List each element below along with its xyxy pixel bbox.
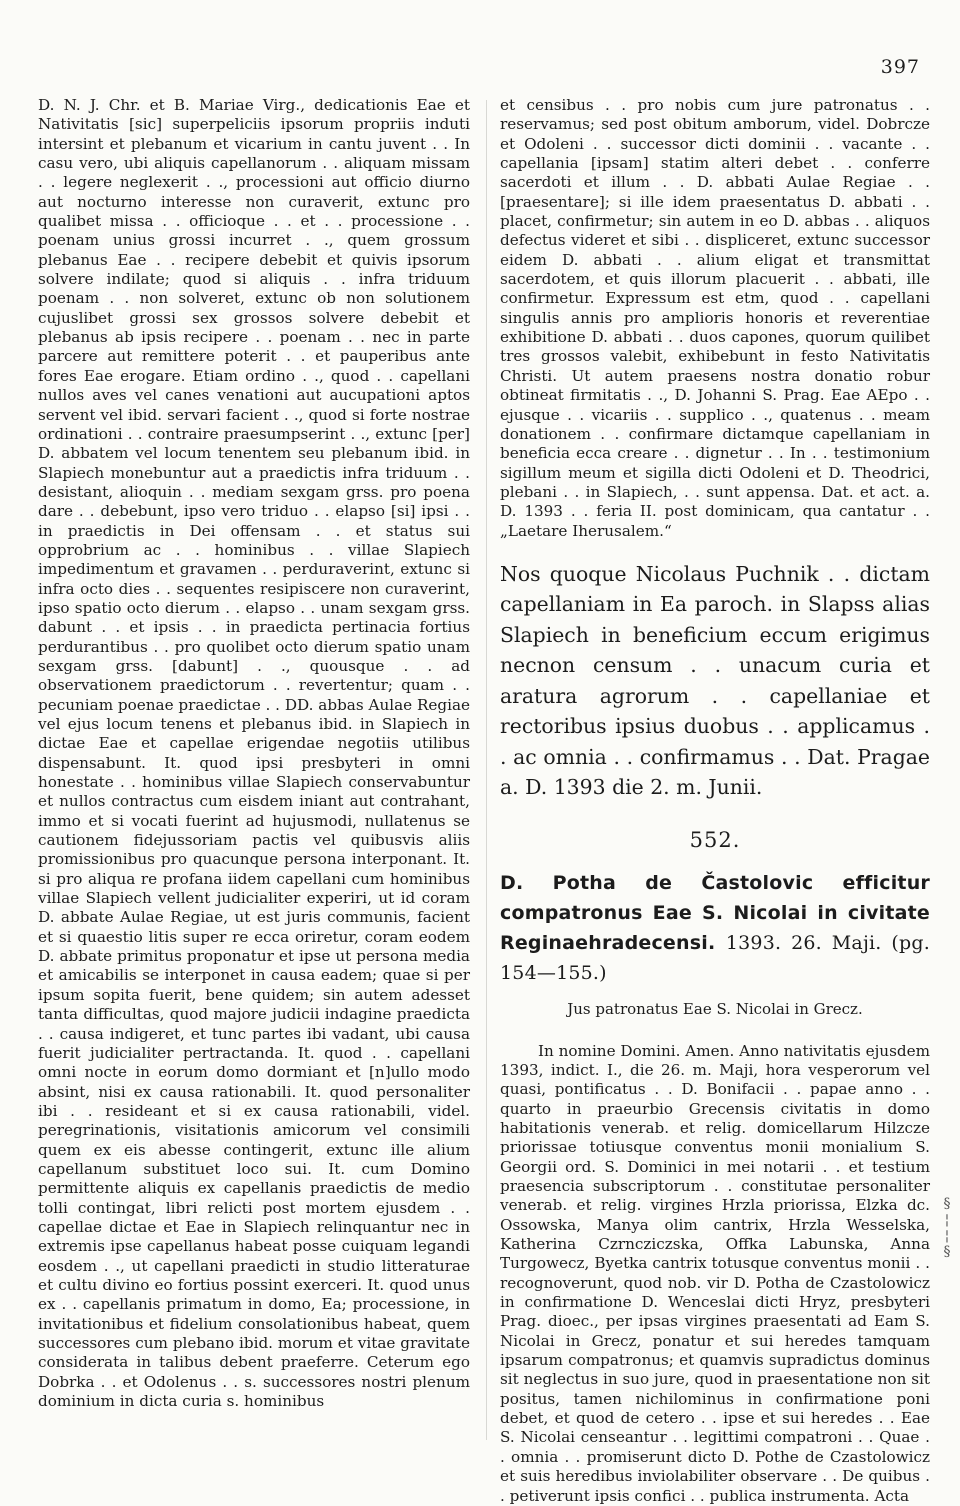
document-heading-date: 1393. 26. Maji. (pg. 154—155.) [500,932,930,985]
document-heading-title: D. Potha de Častolovic efficitur compatronus Eae S. Nicolai in civitate Reginaehradecensi. [500,872,930,955]
left-column [38,96,470,1456]
left-column-text: D. N. J. Chr. et B. Mariae Virg., dedicationis Eae et Nativitatis [sic] superpeliciis ipsorum propriis induti intersint et plebanum et vicarium in cantu juvent . . In casu vero, ubi aliquis capellanorum . . aliquam missam . . legere neglexerit . ., processioni aut officio diurno aut nocturno interesse non curaverit, extunc pro qualibet missa . . officioque . . et . . processione . . poenam unius grossi incurret . ., quem grossum plebanus Eae . . recipere debebit et quivis ipsorum solvere indilate; quod si aliquis . . infra triduum poenam . . non solveret, extunc ob non solutionem cujuslibet grossi sex grossos solvere debebit et plebanus ab ipsis recipere . . poenam . . nec in parte parcere aut remittere poterit . . et pauperibus ante fores Eae erogare. Etiam ordino . ., quod . . capellani nullos aves vel canes venationi aut aucupationi aptos servent vel ibid. servari facient . ., quod si forte nostrae ordinationi . . contraire praesumpserint . ., extunc [per] D. abbatem vel locum tenentem seu plebanum ibid. in Slapiech monebuntur aut a praedictis infra triduum . . desistant, alioquin . . mediam sexgam grss. pro poena dare . . debebunt, ipso vero triduo . . elapso [si] ipsi . . in praedictis in Dei offensam . . et status sui opprobrium ac . . hominibus . . villae Slapiech impedimentum et gravamen . . perduraverint, extunc si infra octo dies . . sequentes resipiscere non curaverint, ipso spatio octo dierum . . elapso . . unam sexgam grss. dabunt . . et ipsis . . in praedicta pertinacia fortius perdurantibus . . pro quolibet octo dierum spatio unam sexgam grss. [dabunt] . ., quousque . . ad observationem praedictorum . . revertentur; quam . . pecuniam poenae praedictae . . DD. abbas Aulae Regiae vel ejus locum tenens et plebanus ibid. in Slapiech in dictae Eae et capellae erigendae negotiis utilibus dispensabunt. It. quod ipsi presbyteri in omni honestate . . hominibus villae Slapiech conservabuntur et nullos contractus cum eisdem iniant aut contrahant, immo et si vocati fuerint ad hujusmodi, nullatenus se cautionem fidejussoriam pactis vel quibusvis aliis promissionibus pro quacunque persona interponant. It. si pro aliqua re profana iidem capellani cum hominibus villae Slapiech vellent judicialiter experiri, ut id coram D. abbate Aulae Regiae, ut est juris communis, facient et si quaestio litis super re ecca oriretur, coram eodem D. abbate primitus proponatur et ipse ut persona media et amicabilis se interponet in causa eadem; quae si per ipsum sopita fuerit, bene quidem; sin autem adesset tanta difficultas, quod majore judicii indagine praedicta . . causa indigeret, et tunc partes ibi vadant, ubi causa fuerit judicialiter pertractanda. It. quod . . capellani omni nocte in eorum domo dormiant et [n]ullo modo absint, nisi ex causa rationabili. It. quod personaliter ibi . . resideant et si ex causa rationabili, videl. peregrinationis, visitationis amicorum vel consimili quem ex eis abesse contingerit, extunc ille alium capellanum substituet loco sui. It. cum Domino permittente aliquis ex capellanis praedictis de medio tolli contingat, libri relicti post mortem ejusdem . . capellae dictae et Eae in Slapiech relinquantur nec in extremis ipse capellanus habeat posse cuiquam legandi eosdem . ., ut capellani praedicti in studio litteraturae et cultu divino eo fortius possint exerceri. It. quod unus ex . . capellanis primatum in domo, Ea; processione, in invitationibus et fidelium consolationibus habeat, quem successores cum plebano ibid. morum et vitae gravitate considerata in talibus debent praeferre. Ceterum ego Dobrka . . et Odolenus . . s. successores nostri plenum dominium in dicta curia s. hominibus [38,96,470,1411]
document-number: 552. [689,827,741,852]
margin-stamp-mark: § ¦ ¦ § [943,1196,951,1260]
document-body-text: In nomine Domini. Amen. Anno nativitatis ejusdem 1393, indict. I., die 26. m. Maji, hora vesperorum vel quasi, pontificatus . . D. Bonifacii . . papae anno . . quarto in praeurbio Grecensis civitatis in domo habitationis venerab. et relig. domicellarum Hilzcze priorissae totiusque conventus monii monialium S. Georgii ord. S. Dominici in mei notarii . . et testium praesencia subscriptorum . . constitutae personaliter venerab. et relig. virgines Hrzla priorissa, Elzka dc. Ossowska, Manya olim cantrix, Hrzla Wesselska, Katherina Czrncziczska, Offka Labunska, Anna Turgowecz, Byetka cantrix totusque conventus monii . . recognoverunt, quod nob. vir D. Potha de Czastolowicz in confirmatione D. Wenceslai dicti Hryz, presbyteri Prag. dioec., per ipsas virgines praesentati ad Eam S. Nicolai in Grecz, ponatur et sui heredes tamquam ipsarum compatronus; et quamvis supradictus dominus sit neglectus in suo jure, quod in praesentatione non sit positus, tamen nichilominus in confirmatione poni debet, et quod de cetero . . ipse et sui heredes . . Eae S. Nicolai censeantur . . legittimi compatroni . . Quae . . omnia . . promiserunt dicto D. Pothe de Czastolowicz et suis heredibus inviolabiliter observare . . De quibus . . petiverunt ipsis confici . . publica instrumenta. Acta [500,1041,930,1505]
page-number: 397 [880,56,920,78]
right-column [500,96,930,1505]
column-divider [486,100,487,1440]
document-heading [500,868,930,988]
right-intro-text: et censibus . . pro nobis cum jure patronatus . . reservamus; sed post obitum amborum, videl. Dobrcze et Odoleni . . successor dicti dominii . . vacante . . capellania [ipsam] statim alteri debet . . conferre sacerdoti et illum . . D. abbati Aulae Regiae . . [praesentare]; si ille idem praesentatus D. abbati . . placet, confirmetur; sin autem in eo D. abbas . . aliquos defectus videret et sibi . . displiceret, extunc successor eidem D. abbati . . alium eligat et transmittat sacerdotem, et quis illorum placuerit . . abbati, ille confirmetur. Expressum est etm, quod . . capellani singulis annis pro amplioris honoris et reverentiae exhibitione D. abbati . . duos capones, quorum quilibet tres grossos valebit, exhibebunt in festo Nativitatis Christi. Ut autem praesens nostra donatio robur obtineat firmitatis . ., D. Johanni S. Prag. Eae AEpo . . ejusque . . vicariis . . supplico . ., quatenus . . meam donationem . . confirmare dictamque capellaniam in beneficia ecca creare . . dignetur . . In . . testimonium sigillum meum et sigilla dicti Odoleni et D. Theodrici, plebani . . in Slapiech, . . sunt appensa. Dat. et act. a. D. 1393 . . feria II. post dominicam, qua cantatur . . „Laetare Iherusalem.“ [500,96,930,540]
document-subtitle: Jus patronatus Eae S. Nicolai in Grecz. [567,1000,863,1019]
confirmation-paragraph: Nos quoque Nicolaus Puchnik . . dictam capellaniam in Ea paroch. in Slapss alias Slapiech in beneficium eccum erigimus necnon censum . . unacum curia et aratura agrorum . . capellaniae et rectoribus ipsius duobus . . applicamus . . ac omnia . . confirmamus . . Dat. Pragae a. D. 1393 die 2. m. Junii. [500,561,930,800]
